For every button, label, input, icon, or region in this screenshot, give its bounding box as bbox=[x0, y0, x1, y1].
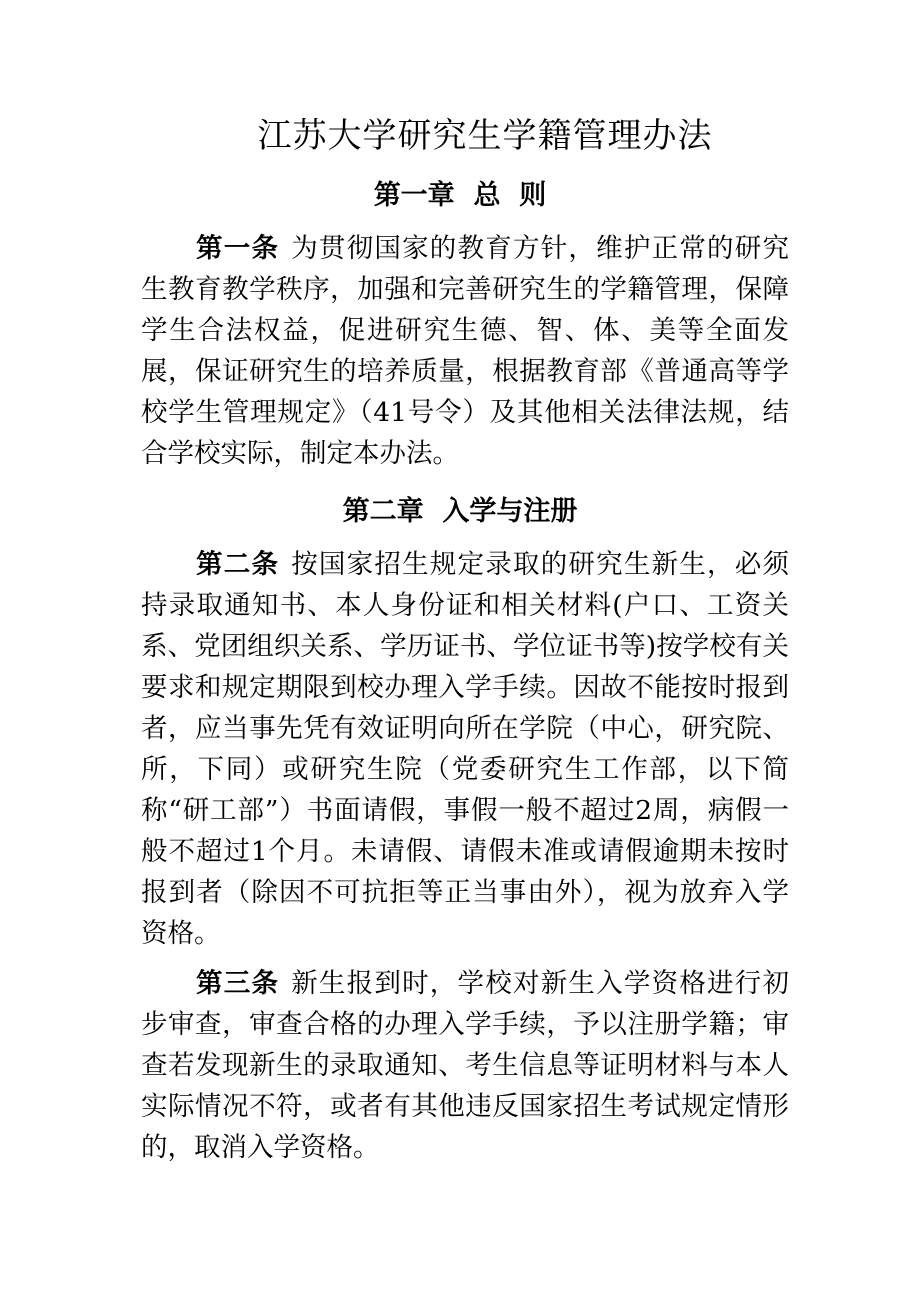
chapter-heading-2: 第二章 入学与注册 bbox=[342, 496, 578, 527]
article-label: 第二条 bbox=[196, 549, 280, 580]
article-text: 按国家招生规定录取的研究生新生，必须持录取通知书、本人身份证和相关材料(户口、工资关系、党团组织关系、学历证书、学位证书等)按学校有关要求和规定期限到校办理入学手续。因故不能按时报到者，应当事先凭有效证明向所在学院（中心，研究院、所，下同）或研究生院（党委研究生工作部，以下简称“研工部”）书面请假，事假一般不超过2周，病假一般不超过1个月。未请假、请假未准或请假逾期未按时报到者（除因不可抗拒等正当事由外），视为放弃入学资格。 bbox=[141, 549, 790, 949]
document-title: 江苏大学研究生学籍管理办法 bbox=[257, 116, 713, 156]
article-3 bbox=[141, 963, 789, 1168]
article-text: 为贯彻国家的教育方针，维护正常的研究生教育教学秩序，加强和完善研究生的学籍管理，保障学生合法权益，促进研究生德、智、体、美等全面发展，保证研究生的培养质量，根据教育部《普通高等学校学生管理规定》（41号令）及其他相关法律法规，结合学校实际，制定本办法。 bbox=[141, 233, 790, 469]
article-1 bbox=[141, 228, 789, 474]
article-text: 新生报到时，学校对新生入学资格进行初步审查，审查合格的办理入学手续，予以注册学籍；审查若发现新生的录取通知、考生信息等证明材料与本人实际情况不符，或者有其他违反国家招生考试规定情形的，取消入学资格。 bbox=[141, 968, 790, 1163]
chapter-heading-1: 第一章 总 则 bbox=[373, 180, 547, 211]
article-label: 第一条 bbox=[196, 233, 280, 264]
article-2 bbox=[141, 544, 789, 954]
article-label: 第三条 bbox=[196, 968, 280, 999]
